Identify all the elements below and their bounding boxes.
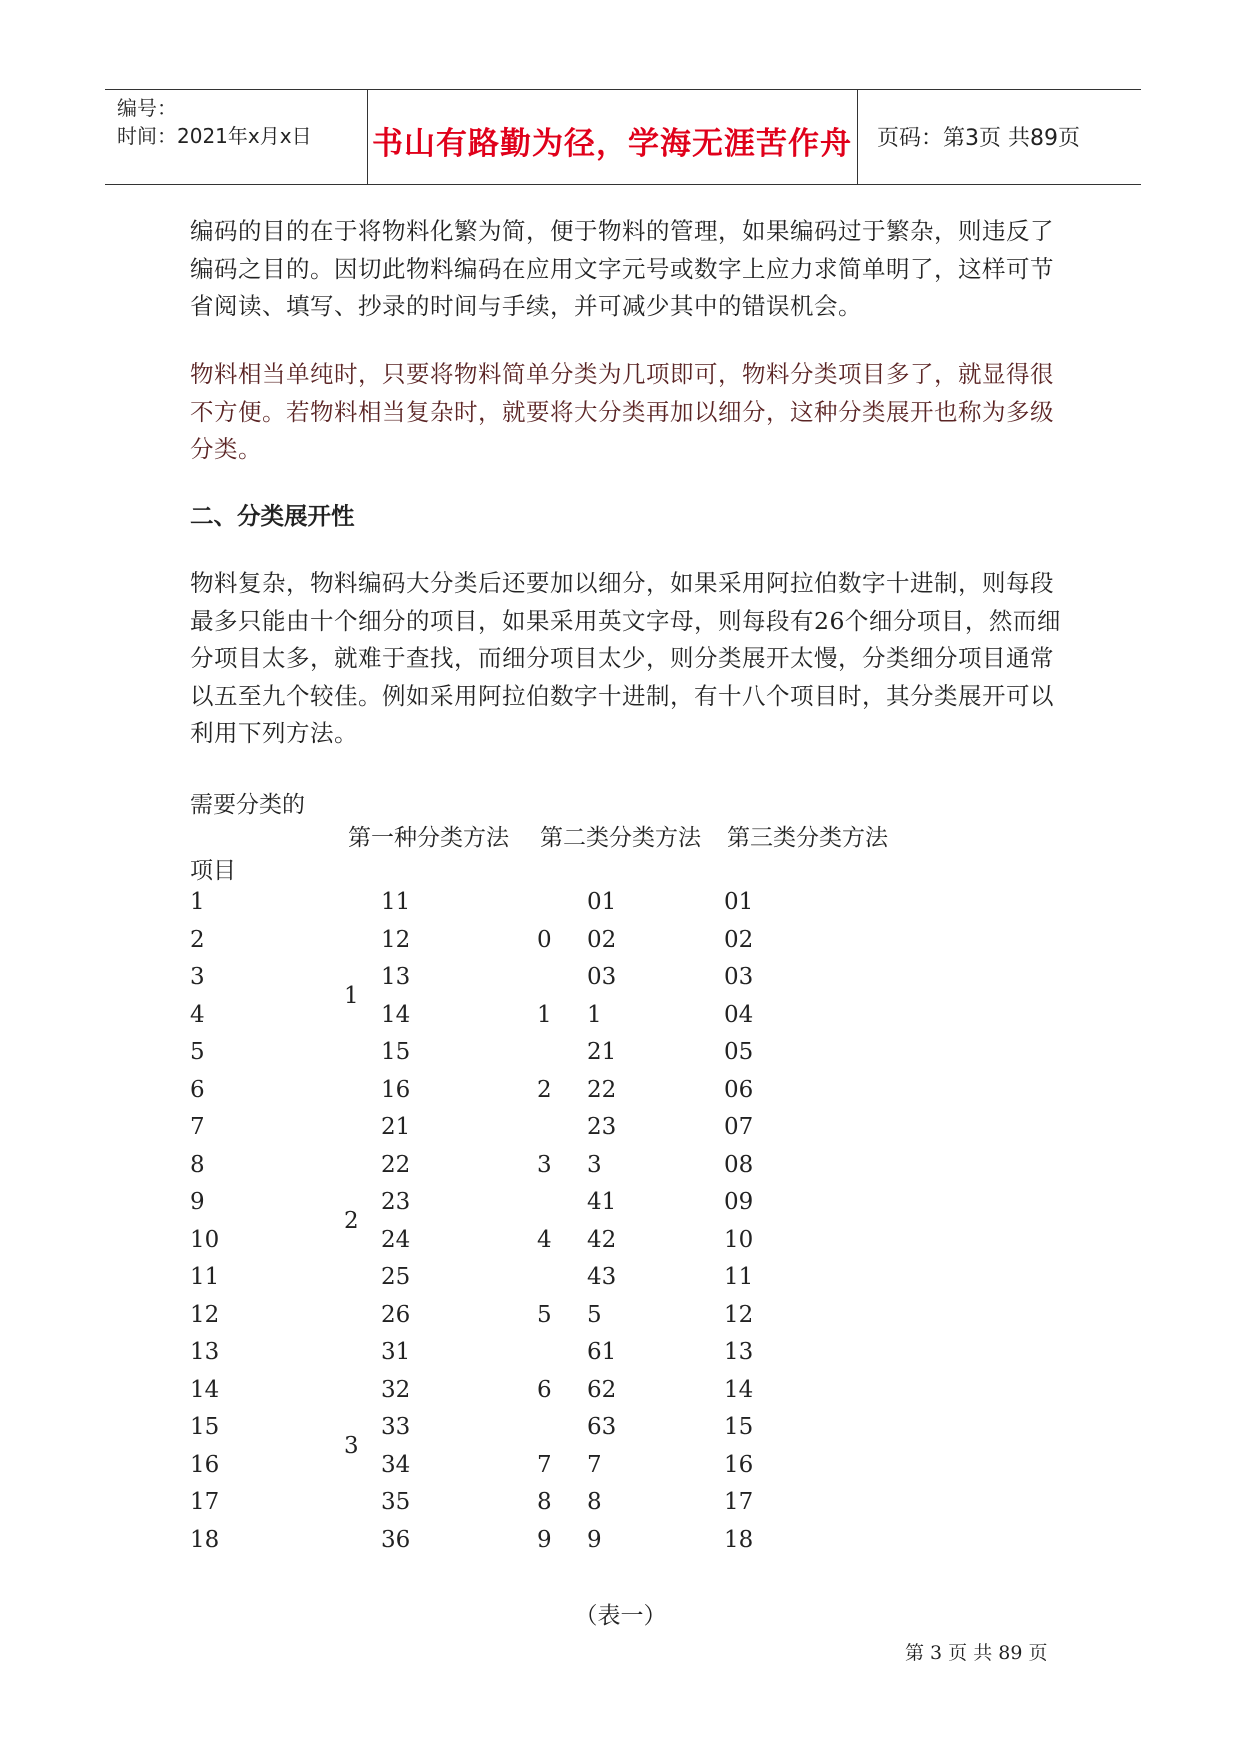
method2-group-cell: 2 bbox=[537, 1076, 552, 1103]
method3-code-cell: 06 bbox=[724, 1076, 754, 1103]
method1-code-cell: 11 bbox=[381, 889, 411, 915]
method1-code-cell: 16 bbox=[381, 1076, 411, 1103]
method1-code-cell: 24 bbox=[381, 1226, 411, 1253]
method1-code-cell: 12 bbox=[381, 926, 411, 953]
method3-code-cell: 18 bbox=[724, 1526, 754, 1553]
method1-code-cell: 26 bbox=[381, 1301, 411, 1328]
method3-code-cell: 13 bbox=[724, 1339, 754, 1365]
item-cell: 5 bbox=[190, 1039, 205, 1065]
method2-group-cell: 1 bbox=[537, 1001, 552, 1028]
method2-group-cell: 8 bbox=[537, 1489, 552, 1515]
method3-code-cell: 15 bbox=[724, 1414, 754, 1440]
method1-code-cell: 31 bbox=[381, 1339, 411, 1365]
item-cell: 9 bbox=[190, 1189, 205, 1215]
item-cell: 12 bbox=[190, 1301, 220, 1328]
method3-code-cell: 07 bbox=[724, 1114, 754, 1140]
method2-code-cell: 3 bbox=[587, 1151, 602, 1178]
method3-code-cell: 02 bbox=[724, 926, 754, 953]
method2-code-cell: 1 bbox=[587, 1001, 602, 1028]
col-items-header-line2: 项目 bbox=[190, 858, 236, 884]
item-cell: 13 bbox=[190, 1339, 220, 1365]
document-time-label: 时间：2021年x月x日 bbox=[117, 124, 312, 148]
header-motto: 书山有路勤为径，学海无涯苦作舟 bbox=[372, 126, 852, 162]
method3-code-cell: 03 bbox=[724, 964, 754, 990]
method1-code-cell: 21 bbox=[381, 1114, 411, 1140]
method1-group-cell: 3 bbox=[344, 1432, 359, 1459]
method3-code-cell: 17 bbox=[724, 1489, 754, 1515]
method1-group-cell: 2 bbox=[344, 1207, 359, 1234]
method2-code-cell: 03 bbox=[587, 964, 617, 990]
method2-code-cell: 41 bbox=[587, 1189, 617, 1215]
method3-code-cell: 08 bbox=[724, 1151, 754, 1178]
paragraph-classification-expansion: 物料复杂，物料编码大分类后还要加以细分，如果采用阿拉伯数字十进制，则每段最多只能由十个细分的项目，如果采用英文字母，则每段有26个细分项目，然而细分项目太多，就难于查找，而细分项目太少，则分类展开太慢，分类细分项目通常以五至九个较佳。例如采用阿拉伯数字十进制，有十八个项目时，其分类展开可以利用下列方法。 bbox=[190, 569, 1061, 747]
method2-code-cell: 9 bbox=[587, 1526, 602, 1553]
method3-code-cell: 14 bbox=[724, 1376, 754, 1403]
col-method2-header: 第二类分类方法 bbox=[540, 825, 701, 851]
col-method3-header: 第三类分类方法 bbox=[727, 825, 888, 851]
item-cell: 2 bbox=[190, 926, 205, 953]
item-cell: 18 bbox=[190, 1526, 220, 1553]
method1-code-cell: 15 bbox=[381, 1039, 411, 1065]
item-cell: 8 bbox=[190, 1151, 205, 1178]
paragraph-multilevel-classification: 物料相当单纯时，只要将物料简单分类为几项即可，物料分类项目多了，就显得很不方便。若物料相当复杂时，就要将大分类再加以细分，这种分类展开也称为多级分类。 bbox=[190, 360, 1054, 463]
paragraph-encoding-purpose: 编码的目的在于将物料化繁为简，便于物料的管理，如果编码过于繁杂，则违反了编码之目的。因切此物料编码在应用文字元号或数字上应力求简单明了，这样可节省阅读、填写、抄录的时间与手续，并可减少其中的错误机会。 bbox=[190, 217, 1054, 320]
method2-code-cell: 43 bbox=[587, 1264, 617, 1290]
item-cell: 15 bbox=[190, 1414, 220, 1440]
method1-code-cell: 25 bbox=[381, 1264, 411, 1290]
header-divider-right bbox=[857, 90, 858, 184]
method2-code-cell: 02 bbox=[587, 926, 617, 953]
item-cell: 7 bbox=[190, 1114, 205, 1140]
item-cell: 16 bbox=[190, 1451, 220, 1478]
method1-code-cell: 35 bbox=[381, 1489, 411, 1515]
method1-code-cell: 32 bbox=[381, 1376, 411, 1403]
item-cell: 17 bbox=[190, 1489, 220, 1515]
page-footer: 第 3 页 共 89 页 bbox=[905, 1642, 1048, 1664]
section-heading: 二、分类展开性 bbox=[190, 502, 355, 530]
method2-group-cell: 6 bbox=[537, 1376, 552, 1403]
method2-group-cell: 3 bbox=[537, 1151, 552, 1178]
item-cell: 3 bbox=[190, 964, 205, 990]
table-caption: （表一） bbox=[574, 1603, 667, 1629]
item-cell: 1 bbox=[190, 889, 205, 915]
method2-code-cell: 21 bbox=[587, 1039, 617, 1065]
col-method1-header: 第一种分类方法 bbox=[348, 825, 509, 851]
item-cell: 6 bbox=[190, 1076, 205, 1103]
method1-code-cell: 23 bbox=[381, 1189, 411, 1215]
method1-code-cell: 34 bbox=[381, 1451, 411, 1478]
method1-code-cell: 36 bbox=[381, 1526, 411, 1553]
method1-code-cell: 22 bbox=[381, 1151, 411, 1178]
method2-code-cell: 22 bbox=[587, 1076, 617, 1103]
item-cell: 11 bbox=[190, 1264, 220, 1290]
method1-code-cell: 14 bbox=[381, 1001, 411, 1028]
method2-code-cell: 01 bbox=[587, 889, 617, 915]
col-items-header-line1: 需要分类的 bbox=[190, 792, 305, 818]
item-cell: 4 bbox=[190, 1001, 205, 1028]
method1-group-cell: 1 bbox=[344, 982, 359, 1009]
method3-code-cell: 01 bbox=[724, 889, 754, 915]
method1-code-cell: 33 bbox=[381, 1414, 411, 1440]
method2-code-cell: 7 bbox=[587, 1451, 602, 1478]
method3-code-cell: 11 bbox=[724, 1264, 754, 1290]
method2-code-cell: 62 bbox=[587, 1376, 617, 1403]
method3-code-cell: 04 bbox=[724, 1001, 754, 1028]
method3-code-cell: 10 bbox=[724, 1226, 754, 1253]
method2-group-cell: 9 bbox=[537, 1526, 552, 1553]
method3-code-cell: 05 bbox=[724, 1039, 754, 1065]
method2-code-cell: 8 bbox=[587, 1489, 602, 1515]
method3-code-cell: 09 bbox=[724, 1189, 754, 1215]
method2-group-cell: 7 bbox=[537, 1451, 552, 1478]
item-cell: 14 bbox=[190, 1376, 220, 1403]
method3-code-cell: 12 bbox=[724, 1301, 754, 1328]
method2-code-cell: 63 bbox=[587, 1414, 617, 1440]
document-number-label: 编号： bbox=[117, 96, 177, 120]
method2-group-cell: 4 bbox=[537, 1226, 552, 1253]
method2-code-cell: 61 bbox=[587, 1339, 617, 1365]
method2-code-cell: 42 bbox=[587, 1226, 617, 1253]
method3-code-cell: 16 bbox=[724, 1451, 754, 1478]
method2-group-cell: 5 bbox=[537, 1301, 552, 1328]
item-cell: 10 bbox=[190, 1226, 220, 1253]
header-page-number: 页码：第3页 共89页 bbox=[877, 126, 1080, 151]
method2-code-cell: 23 bbox=[587, 1114, 617, 1140]
method2-group-cell: 0 bbox=[537, 926, 552, 953]
header-meta bbox=[117, 94, 312, 150]
method1-code-cell: 13 bbox=[381, 964, 411, 990]
method2-code-cell: 5 bbox=[587, 1301, 602, 1328]
page-header bbox=[105, 89, 1141, 185]
